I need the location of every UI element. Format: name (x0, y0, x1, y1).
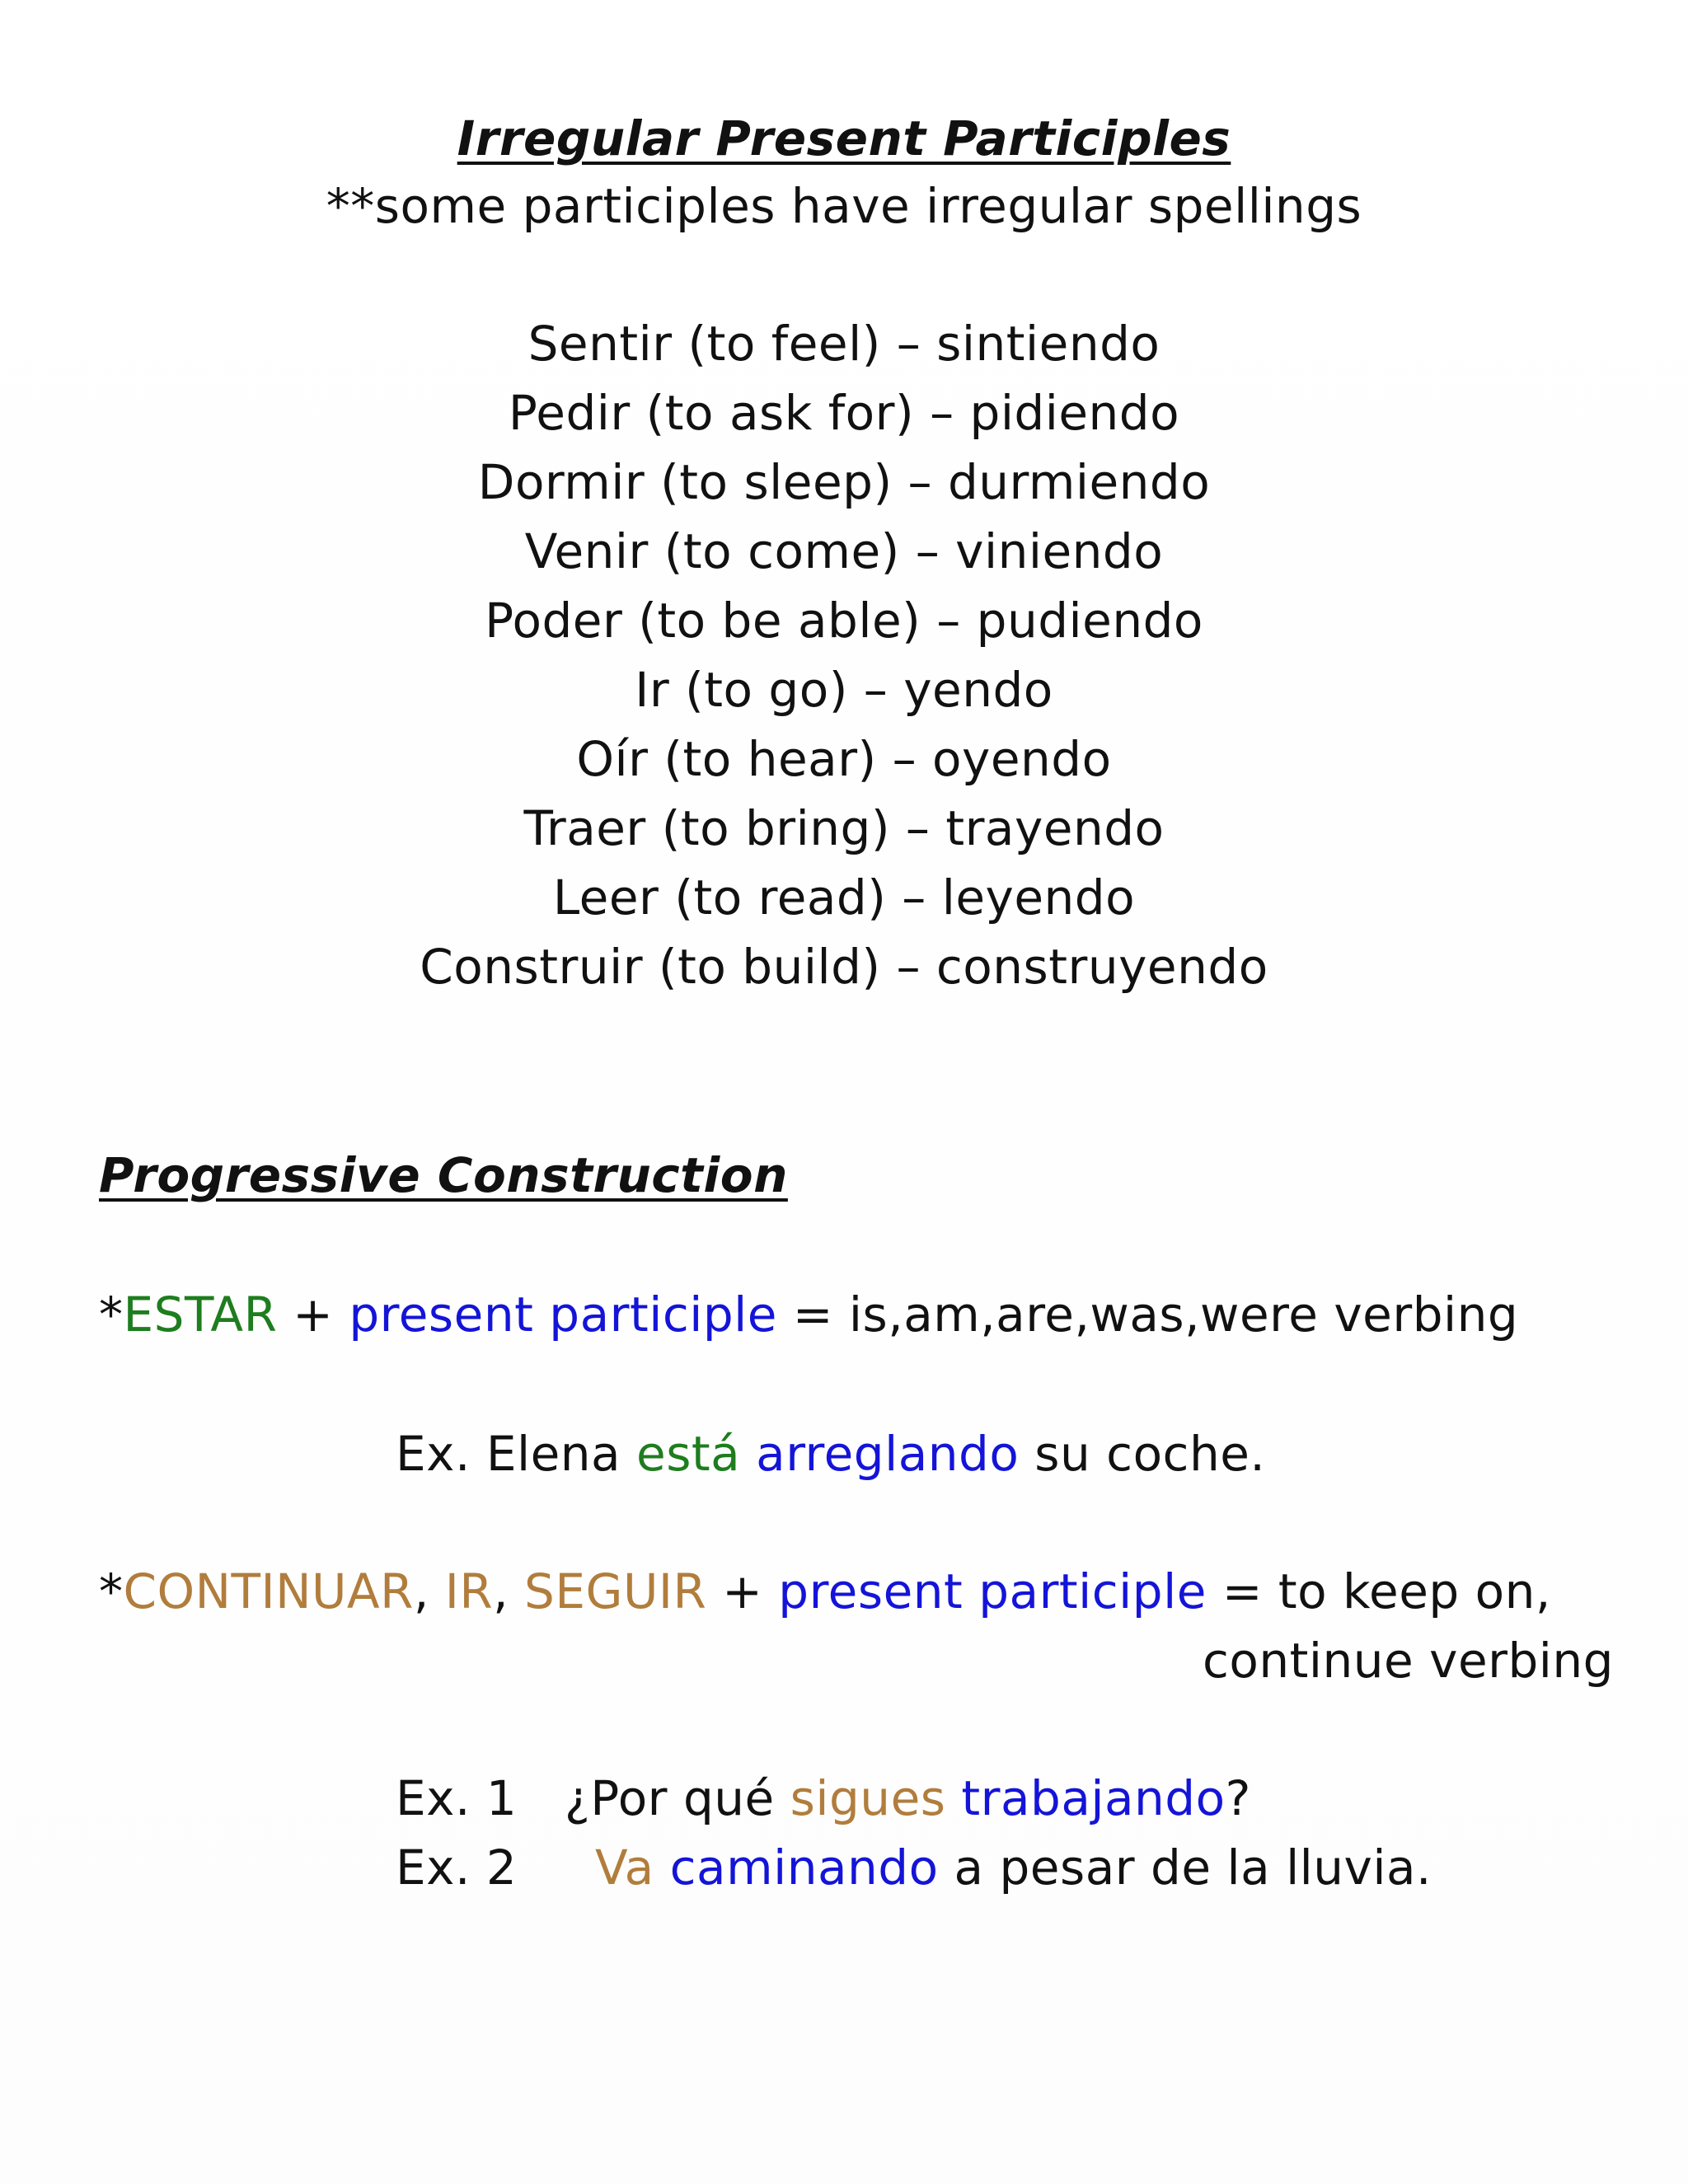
separator: , (493, 1563, 525, 1619)
estar-keyword: ESTAR (123, 1286, 278, 1343)
rule-estar (99, 1280, 1518, 1349)
example-rest: su coche. (1019, 1426, 1266, 1482)
ir-keyword: IR (444, 1563, 494, 1619)
rule-meaning-continued: continue verbing (1203, 1633, 1614, 1689)
example-verb: sigues (790, 1770, 946, 1826)
example-participle: arreglando (756, 1426, 1020, 1482)
rule-star: * (99, 1286, 124, 1343)
example-pre: ¿Por qué (565, 1770, 790, 1826)
example-label: Ex. 2 (396, 1840, 518, 1896)
verb-line: Ir (to go) – yendo (635, 662, 1053, 718)
verb-line: Traer (to bring) – trayendo (523, 800, 1165, 856)
example-participle: caminando (669, 1840, 939, 1896)
rule-meaning: = is,am,are,was,were verbing (776, 1286, 1519, 1343)
separator: , (413, 1563, 445, 1619)
verb-line: Pedir (to ask for) – pidiendo (508, 385, 1180, 441)
verb-line: Venir (to come) – viniendo (524, 523, 1164, 579)
example-post: ? (1225, 1770, 1251, 1826)
verb-line: Oír (to hear) – oyendo (576, 731, 1112, 787)
example-2 (396, 1833, 1432, 1902)
example-space (654, 1840, 670, 1896)
section-title-progressive: Progressive Construction (99, 1147, 788, 1203)
present-participle-keyword: present participle (349, 1286, 777, 1343)
example-space (945, 1770, 961, 1826)
verb-line: Sentir (to feel) – sintiendo (528, 316, 1160, 372)
plus-sign: + (277, 1286, 349, 1343)
verb-line: Dormir (to sleep) – durmiendo (477, 454, 1211, 510)
section-title-irregular: Irregular Present Participles (457, 110, 1231, 166)
continuar-keyword: CONTINUAR (123, 1563, 414, 1619)
verb-line: Poder (to be able) – pudiendo (485, 593, 1203, 649)
rule-continuar (99, 1557, 1551, 1626)
verb-line: Construir (to build) – construyendo (420, 939, 1268, 995)
plus-sign: + (706, 1563, 779, 1619)
example-verb: está (636, 1426, 741, 1482)
example-post: a pesar de la lluvia. (938, 1840, 1432, 1896)
rule-meaning: = to keep on, (1206, 1563, 1551, 1619)
example-estar (396, 1419, 1265, 1488)
example-prefix: Ex. Elena (396, 1426, 637, 1482)
seguir-keyword: SEGUIR (524, 1563, 707, 1619)
rule-star: * (99, 1563, 124, 1619)
example-participle: trabajando (961, 1770, 1226, 1826)
irregular-note: **some participles have irregular spellings (326, 178, 1362, 234)
example-space (740, 1426, 756, 1482)
verb-line: Leer (to read) – leyendo (552, 869, 1136, 926)
example-label: Ex. 1 (396, 1770, 518, 1826)
example-verb: Va (595, 1840, 654, 1896)
example-1 (396, 1764, 1251, 1833)
present-participle-keyword: present participle (778, 1563, 1207, 1619)
